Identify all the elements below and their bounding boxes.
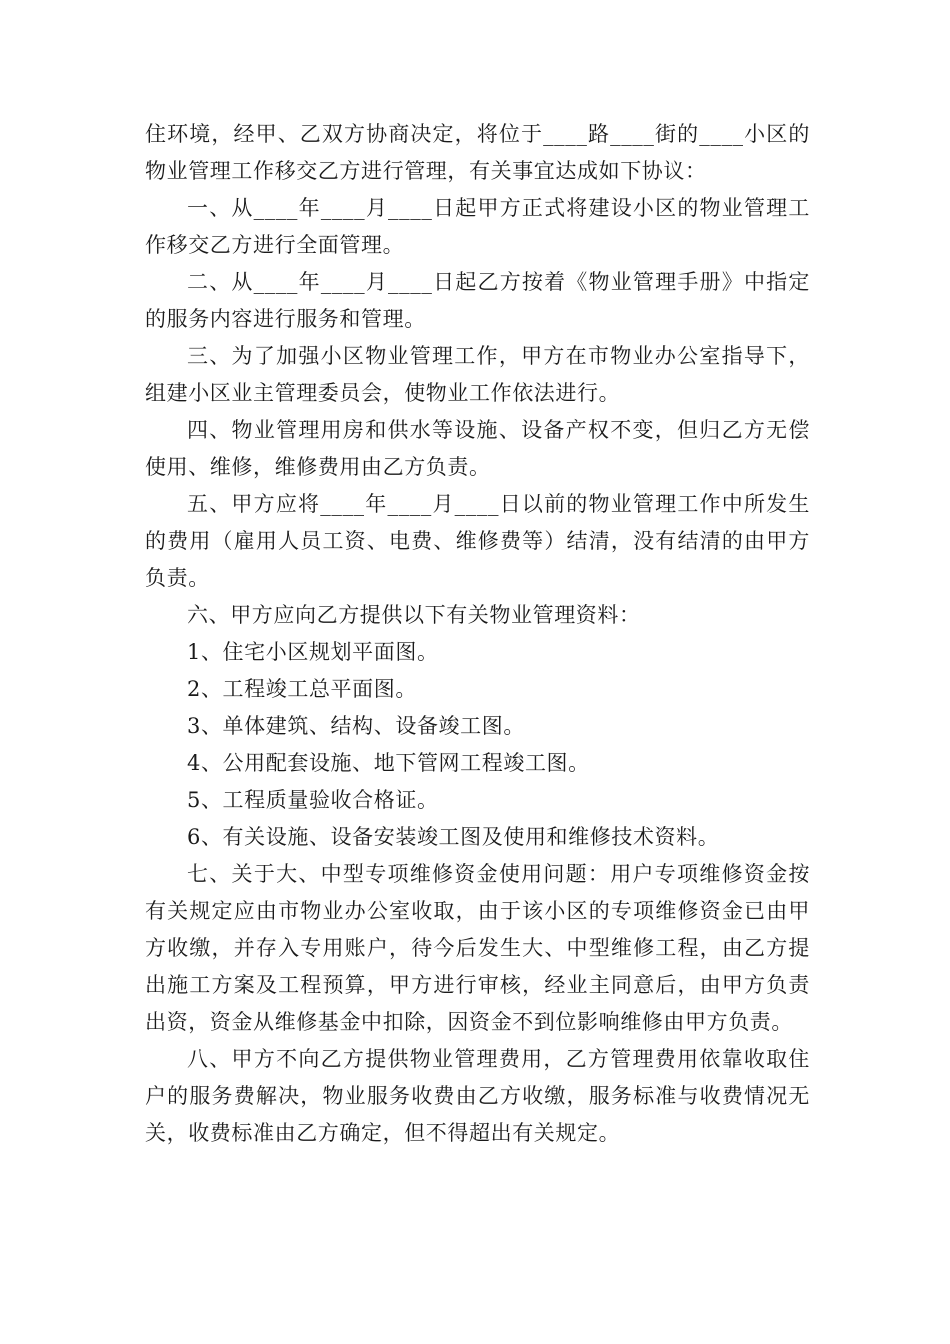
material-item-1: 1、住宅小区规划平面图。 <box>187 640 439 664</box>
material-item-5: 5、工程质量验收合格证。 <box>187 788 439 812</box>
material-item-4: 4、公用配套设施、地下管网工程竣工图。 <box>187 751 590 775</box>
clause-3: 三、为了加强小区物业管理工作，甲方在市物业办公室指导下，组建小区业主管理委员会，使物业工作依法进行。 <box>145 344 810 405</box>
clause-2: 二、从____年____月____日起乙方按着《物业管理手册》中指定的服务内容进行服务和管理。 <box>145 270 810 331</box>
material-item-2: 2、工程竣工总平面图。 <box>187 677 417 701</box>
clause-1: 一、从____年____月____日起甲方正式将建设小区的物业管理工作移交乙方进行全面管理。 <box>145 196 810 257</box>
clause-6: 六、甲方应向乙方提供以下有关物业管理资料： <box>187 603 641 627</box>
material-item-6: 6、有关设施、设备安装竣工图及使用和维修技术资料。 <box>187 825 720 849</box>
intro-paragraph: 住环境，经甲、乙双方协商决定，将位于____路____街的____小区的物业管理工作移交乙方进行管理，有关事宜达成如下协议： <box>145 122 810 183</box>
material-item-3: 3、单体建筑、结构、设备竣工图。 <box>187 714 525 738</box>
clause-4: 四、物业管理用房和供水等设施、设备产权不变，但归乙方无偿使用、维修，维修费用由乙方负责。 <box>145 418 810 479</box>
document-body <box>145 116 810 1152</box>
clause-8: 八、甲方不向乙方提供物业管理费用，乙方管理费用依靠收取住户的服务费解决，物业服务收费由乙方收缴，服务标准与收费情况无关，收费标准由乙方确定，但不得超出有关规定。 <box>145 1047 810 1145</box>
clause-7: 七、关于大、中型专项维修资金使用问题：用户专项维修资金按有关规定应由市物业办公室收取，由于该小区的专项维修资金已由甲方收缴，并存入专用账户，待今后发生大、中型维修工程，由乙方提出施工方案及工程预算，甲方进行审核，经业主同意后，由甲方负责出资，资金从维修基金中扣除，因资金不到位影响维修由甲方负责。 <box>145 862 810 1034</box>
clause-5: 五、甲方应将____年____月____日以前的物业管理工作中所发生的费用（雇用人员工资、电费、维修费等）结清，没有结清的由甲方负责。 <box>145 492 810 590</box>
